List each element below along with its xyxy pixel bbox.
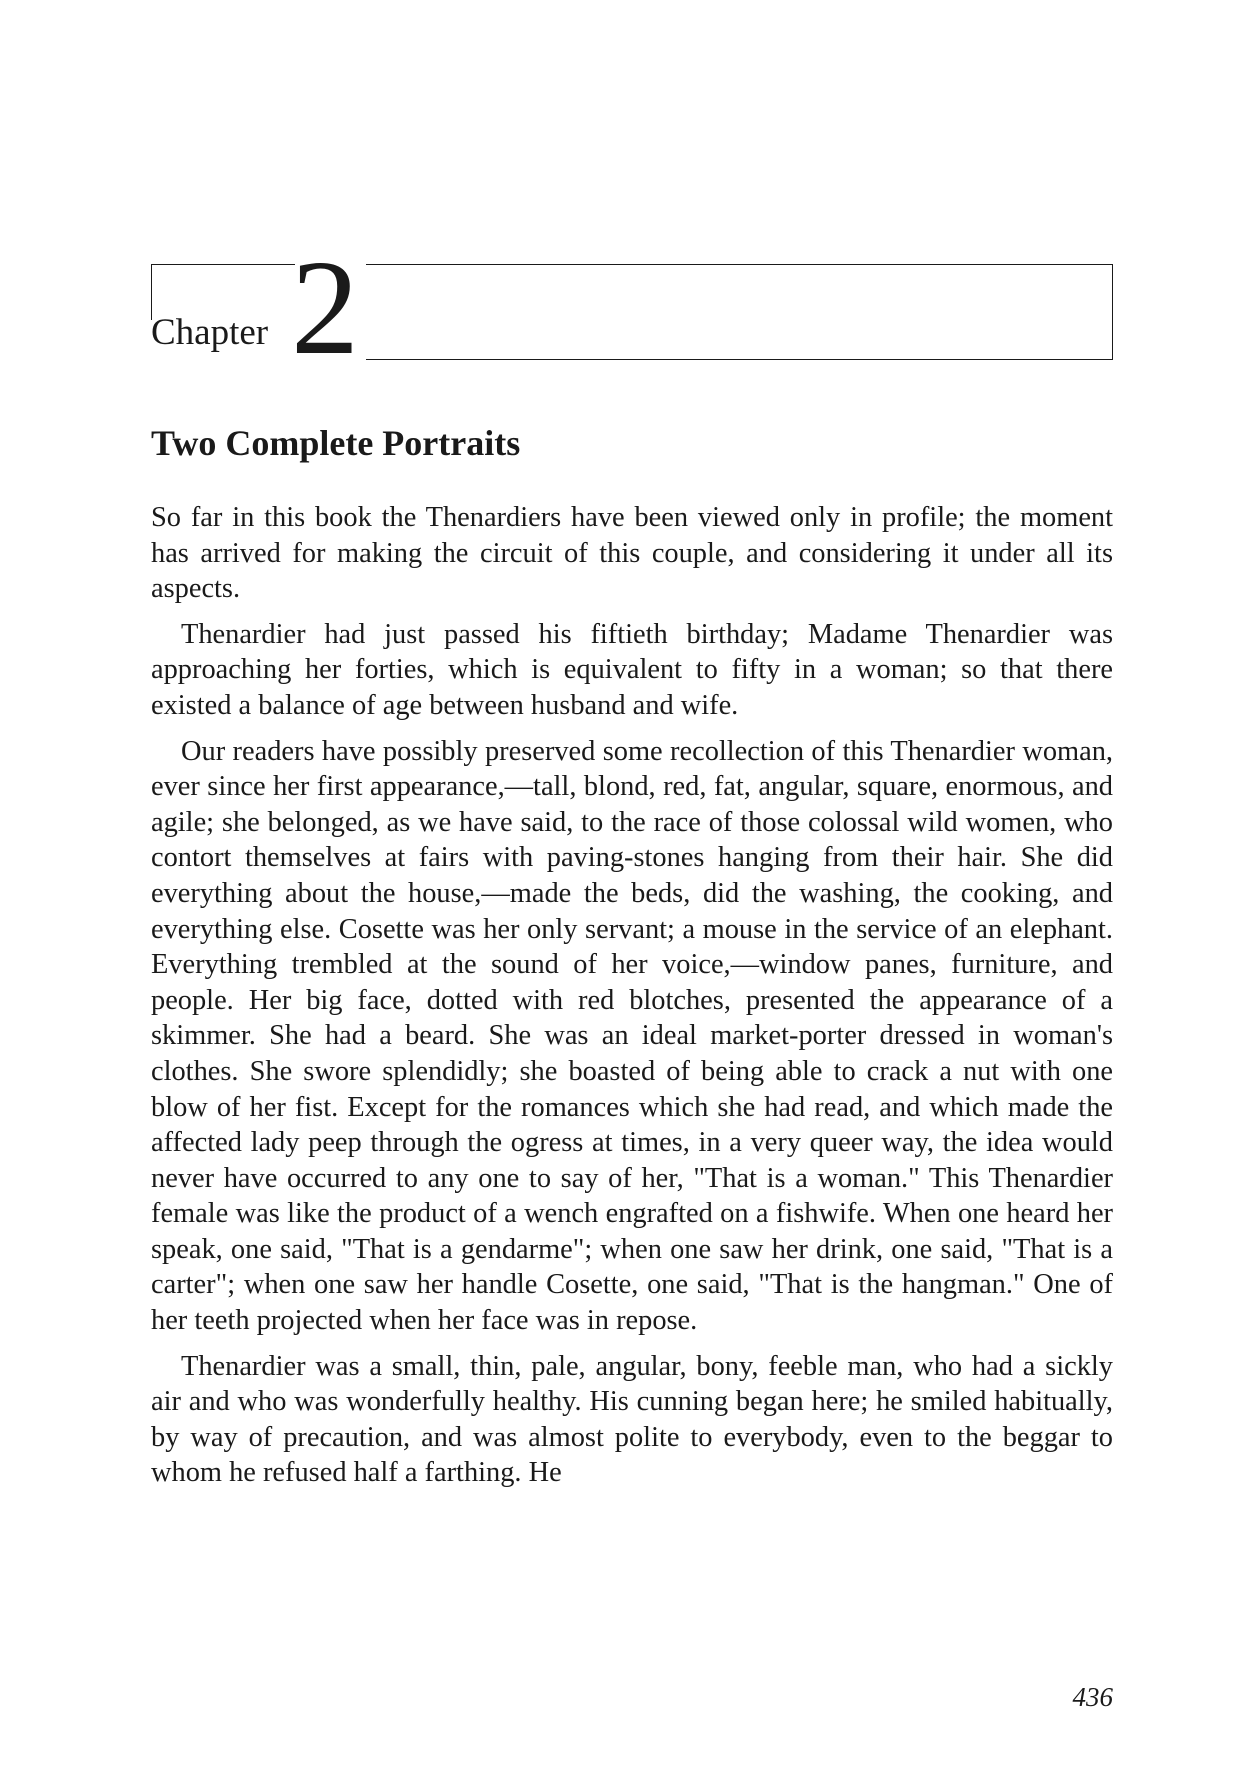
- paragraph: Thenardier was a small, thin, pale, angular, bony, feeble man, who had a sickly air and who was wonderfully healthy. His cunning began here; he smiled habitually, by way of precaution, and was almost polite to everybody, even to the beggar to whom he refused half a farthing. He: [151, 1350, 1113, 1489]
- chapter-box-top-rule-left: [151, 264, 295, 265]
- page-number: 436: [1072, 1682, 1113, 1712]
- chapter-title: Two Complete Portraits: [151, 423, 521, 463]
- chapter-number: 2: [291, 233, 359, 383]
- paragraph: Our readers have possibly preserved some recollection of this Thenardier woman, ever since her first appearance,—tall, blond, red, fat, angular, square, enormous, and agile; she belonged, as we have said, to the race of those colossal wild women, who contort themselves at fairs with paving-stones hanging from their hair. She did everything about the house,—made the beds, did the washing, the cooking, and everything else. Cosette was her only servant; a mouse in the service of an elephant. Everything trembled at the sound of her voice,—window panes, furniture, and people. Her big face, dotted with red blotches, presented the appearance of a skimmer. She had a beard. She was an ideal market-porter dressed in woman's clothes. She swore splendidly; she boasted of being able to crack a nut with one blow of her fist. Except for the romances which she had read, and which made the affected lady peep through the ogress at times, in a very queer way, the idea would never have occurred to any one to say of her, "That is a woman." This Thenardier female was like the product of a wench engrafted on a fishwife. When one heard her speak, one said, "That is a gendarme"; when one saw her drink, one said, "That is a carter"; when one saw her handle Cosette, one said, "That is the hangman." One of her teeth projected when her face was in repose.: [151, 735, 1113, 1337]
- chapter-box-right-rule: [1112, 264, 1113, 360]
- paragraph: So far in this book the Thenardiers have been viewed only in profile; the moment has arrived for making the circuit of this couple, and considering it under all its aspects.: [151, 502, 1113, 605]
- chapter-box-top-rule-right: [366, 264, 1113, 265]
- paragraph: Thenardier had just passed his fiftieth birthday; Madame Thenardier was approaching her forties, which is equivalent to fifty in a woman; so that there existed a balance of age between husband and wife.: [151, 618, 1113, 721]
- body-text: [151, 500, 1113, 1501]
- chapter-box-bottom-rule: [366, 359, 1113, 360]
- chapter-label: Chapter: [151, 312, 269, 353]
- chapter-heading: [151, 233, 1113, 383]
